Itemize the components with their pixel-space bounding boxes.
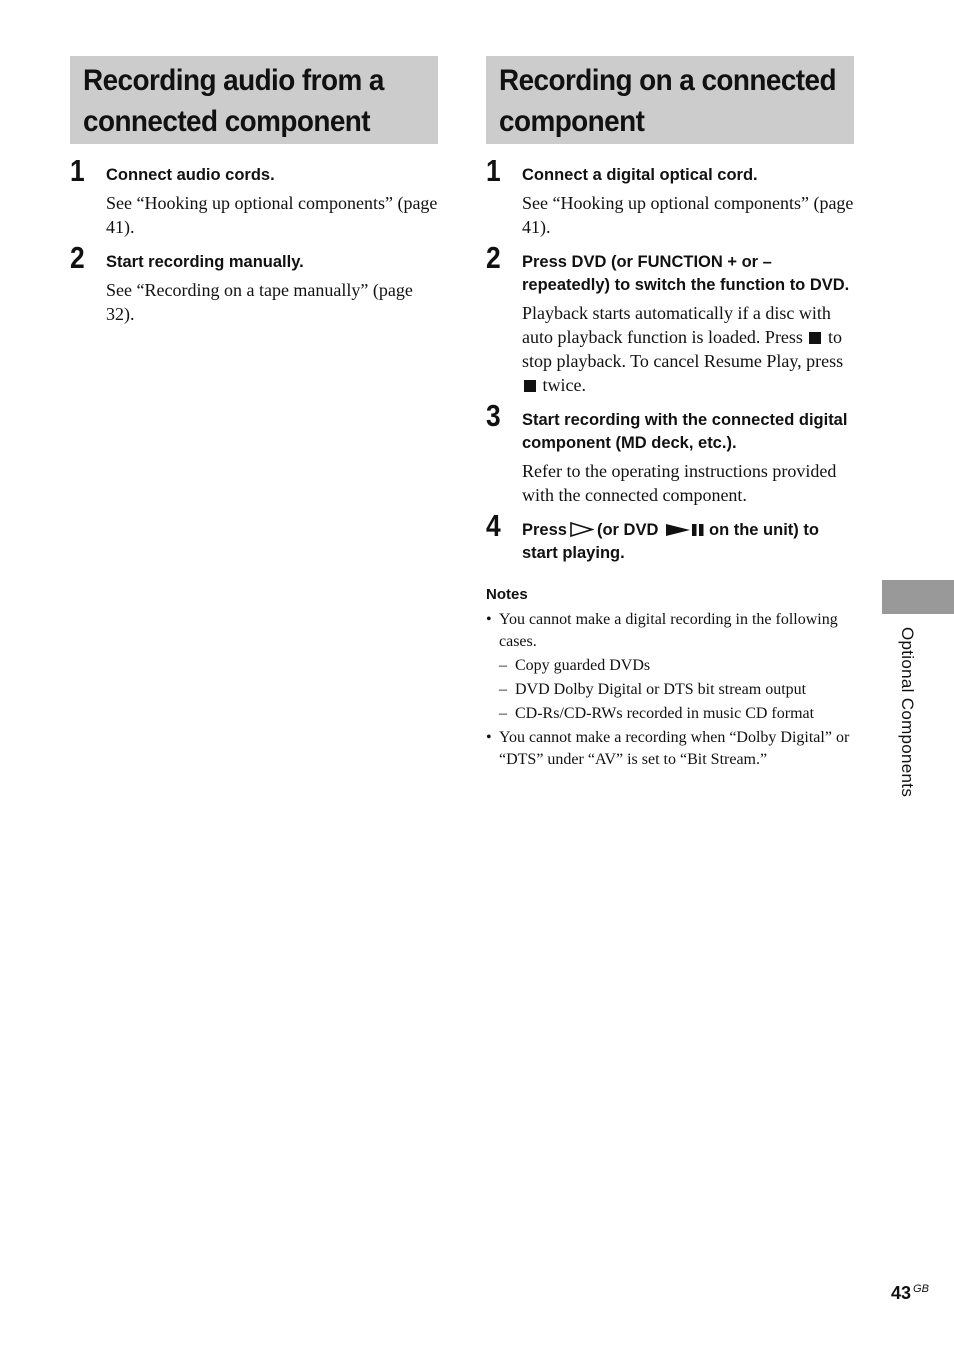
step-number: 1	[486, 153, 501, 188]
notes-title: Notes	[486, 586, 528, 603]
play-outline-icon	[570, 522, 594, 537]
step-title: Connect audio cords.	[106, 166, 275, 184]
step-number: 2	[486, 240, 501, 275]
heading-right: Recording on a connected component	[499, 64, 836, 138]
right-step-3	[486, 398, 854, 507]
dash-icon: –	[499, 657, 507, 674]
step-title: Start recording manually.	[106, 253, 304, 271]
right-step-1	[486, 153, 854, 239]
step-number: 1	[70, 153, 85, 188]
dash-icon: –	[499, 705, 507, 722]
step-body: Refer to the operating instructions provided with the connected component.	[522, 461, 837, 505]
step-number: 2	[70, 240, 85, 275]
section-heading-left	[70, 56, 438, 144]
stop-icon	[524, 380, 536, 392]
stop-icon	[809, 332, 821, 344]
left-step-1	[70, 153, 438, 239]
step-title: Start recording with the connected digital component (MD deck, etc.).	[522, 411, 848, 452]
step-number: 4	[486, 508, 501, 543]
notes-section	[486, 585, 854, 771]
play-pause-icon	[666, 523, 706, 537]
left-column	[70, 56, 438, 326]
step-title: Press (or DVD on the unit) to start playing.	[522, 521, 819, 562]
left-step-2	[70, 240, 438, 326]
step-title: Connect a digital optical cord.	[522, 166, 758, 184]
notes-list	[486, 609, 854, 771]
step-body: Playback starts automatically if a disc with auto playback function is loaded. Press to stop playback. To cancel Resume Play, press twice.	[522, 303, 844, 395]
right-column	[486, 56, 854, 771]
step-number: 3	[486, 398, 501, 433]
step-body: See “Hooking up optional components” (page 41).	[522, 193, 854, 237]
step-title: Press DVD (or FUNCTION + or – repeatedly) to switch the function to DVD.	[522, 253, 850, 294]
section-heading-right	[486, 56, 854, 144]
page-number: 43 $^{GB}$	[891, 1283, 929, 1303]
list-item: – CD-Rs/CD-RWs recorded in music CD format	[486, 703, 854, 725]
bullet-icon: •	[486, 611, 492, 628]
section-side-label: Optional Components	[898, 627, 917, 798]
heading-left: Recording audio from a connected component	[83, 64, 384, 138]
right-step-4	[486, 508, 854, 565]
dash-icon: –	[499, 681, 507, 698]
list-item: • You cannot make a digital recording in the following cases.	[486, 611, 838, 650]
list-item: • You cannot make a recording when “Dolby Digital” or “DTS” under “AV” is set to “Bit Stream.”	[486, 729, 850, 768]
right-step-2	[486, 240, 854, 397]
section-tab-marker	[882, 580, 954, 614]
bullet-icon: •	[486, 729, 492, 746]
list-item: – DVD Dolby Digital or DTS bit stream output	[486, 679, 854, 701]
step-body: See “Hooking up optional components” (page 41).	[106, 193, 438, 237]
step-body: See “Recording on a tape manually” (page 32).	[106, 280, 413, 324]
list-item: – Copy guarded DVDs	[486, 655, 854, 677]
